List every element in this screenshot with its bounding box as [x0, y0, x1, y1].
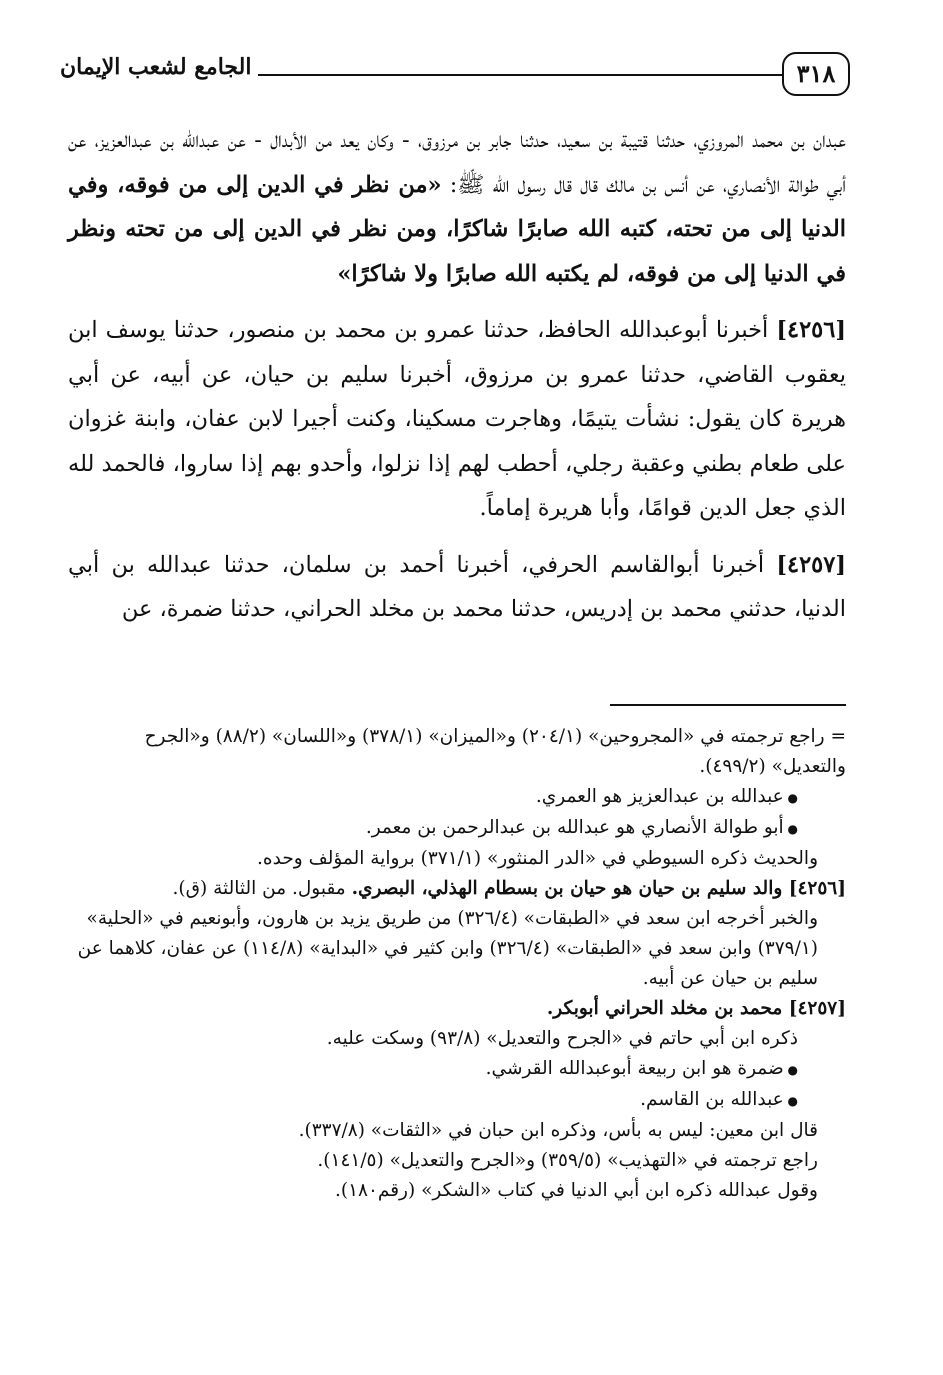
- bullet-icon: ●: [783, 822, 798, 836]
- footnote-bullet: [68, 1085, 846, 1116]
- page-number: ٣١٨: [782, 52, 850, 96]
- paragraph-text: أخبرنا أبوالقاسم الحرفي، أخبرنا أحمد بن سلمان، حدثنا عبدالله بن أبي الدنيا، حدثني محمد بن إدريس، حدثنا محمد بن مخلد الحراني، حدثنا ضمرة، عن: [68, 551, 846, 622]
- footnote-number: [٤٢٥٦]: [788, 878, 846, 899]
- paragraph-4256: [68, 308, 846, 531]
- footnote-line: راجع ترجمته في «التهذيب» (٣٥٩/٥) و«الجرح والتعديل» (١٤١/٥).: [317, 1150, 818, 1171]
- main-text: [68, 118, 846, 644]
- footnote-bullet: [68, 1054, 846, 1085]
- footnote-text: ضمرة هو ابن ربيعة أبوعبدالله القرشي.: [485, 1058, 784, 1079]
- bullet-icon: ●: [783, 791, 798, 805]
- isnad-text: عبدان بن محمد المروزي، حدثنا قتيبة بن سعيد، حدثنا جابر بن مرزوق، - وكان يعد من الأبدال - عن عبدالله بن عبدالعزيز، عن أبي طوالة الأنصاري، عن أنس بن مالك قال قال رسول الله ﷺ:: [68, 127, 847, 198]
- footnote-line: وقول عبدالله ذكره ابن أبي الدنيا في كتاب «الشكر» (رقم١٨٠).: [334, 1180, 818, 1201]
- footnote-line: = راجع ترجمته في «المجروحين» (٢٠٤/١) و«الميزان» (٣٧٨/١) و«اللسان» (٨٨/٢) و«الجرح والتعديل» (٤٩٩/٢).: [144, 726, 846, 777]
- footnote-bold-text: محمد بن مخلد الحراني أبوبكر.: [546, 998, 789, 1019]
- hadith-text: «من نظر في الدين إلى من فوقه، وفي الدنيا إلى من تحته، كتبه الله صابرًا شاكرًا، ومن نظر في الدين إلى من تحته ونظر في الدنيا إلى من فوقه، لم يكتبه الله صابرًا ولا شاكرًا»: [68, 171, 846, 287]
- hadith-number: [٤٢٥٦]: [776, 317, 846, 343]
- paragraph-text: أخبرنا أبوعبدالله الحافظ، حدثنا عمرو بن محمد بن منصور، حدثنا يوسف ابن يعقوب القاضي، حدثنا عمرو بن مرزوق، أخبرنا سليم بن حيان، عن أبيه، عن أبي هريرة كان يقول: نشأت يتيمًا، وهاجرت مسكينا، وكنت أجيرا لابن عفان، وابنة غزوان على طعام بطني وعقبة رجلي، أحطب لهم إذا نزلوا، وأحدو بهم إذا ساروا، فالحمد لله الذي جعل الدين قوامًا، وأبا هريرة إماماً.: [68, 317, 846, 521]
- footnote-text: أبو طوالة الأنصاري هو عبدالله بن عبدالرحمن بن معمر.: [365, 817, 784, 838]
- page-header: [60, 48, 850, 100]
- header-rule: [258, 74, 784, 76]
- footnote-text: مقبول. من الثالثة (ق).: [172, 878, 352, 899]
- footnote-separator: [610, 704, 846, 706]
- footnote-text: عبدالله بن القاسم.: [640, 1089, 784, 1110]
- footnote-line: قال ابن معين: ليس به بأس، وذكره ابن حبان في «الثقات» (٣٣٧/٨).: [298, 1120, 818, 1141]
- paragraph-4257: [68, 543, 846, 632]
- footnote-number: [٤٢٥٧]: [788, 998, 846, 1019]
- footnote-bullet: [68, 782, 846, 813]
- paragraph-hadith: [68, 118, 846, 296]
- footnote-line: والخبر أخرجه ابن سعد في «الطبقات» (٣٢٦/٤) من طريق يزيد بن هارون، وأبونعيم في «الحلية» (٣٧٩/١) وابن سعد في «الطبقات» (٣٢٦/٤) وابن كثير في «البداية» (١١٤/٨) عن عفان، كلاهما عن سليم بن حيان عن أبيه.: [77, 908, 818, 989]
- footnote-line: ذكره ابن أبي حاتم في «الجرح والتعديل» (٩٣/٨) وسكت عليه.: [326, 1028, 798, 1049]
- footnote-4256: [68, 874, 846, 904]
- bullet-icon: ●: [783, 1094, 798, 1108]
- footnote-text: عبدالله بن عبدالعزيز هو العمري.: [535, 786, 784, 807]
- footnote-4257: [68, 994, 846, 1024]
- footnote-bullet: [68, 813, 846, 844]
- bullet-icon: ●: [783, 1063, 798, 1077]
- footnote-line: والحديث ذكره السيوطي في «الدر المنثور» (٣٧١/١) برواية المؤلف وحده.: [257, 848, 818, 869]
- hadith-number: [٤٢٥٧]: [776, 551, 846, 578]
- footnotes: [68, 722, 846, 1206]
- footnote-bold-text: والد سليم بن حيان هو حيان بن بسطام الهذلي، البصري.: [351, 878, 789, 899]
- book-title: الجامع لشعب الإيمان: [60, 54, 252, 80]
